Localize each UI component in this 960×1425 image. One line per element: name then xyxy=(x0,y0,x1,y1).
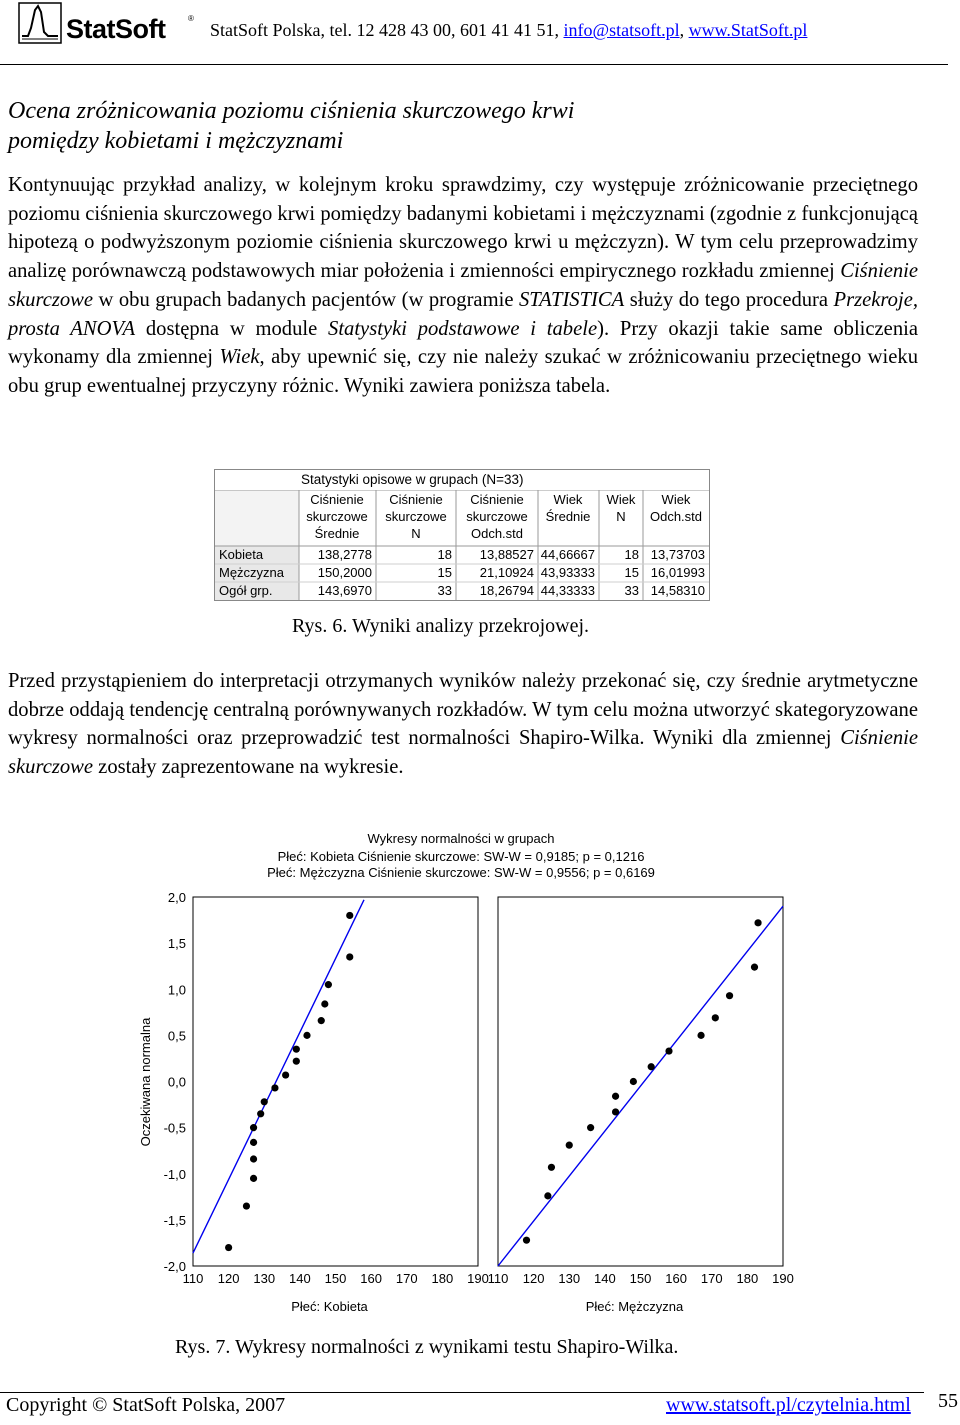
data-point xyxy=(612,1108,619,1115)
data-point xyxy=(648,1063,655,1070)
table-cell: 44,66667 xyxy=(540,547,595,562)
fit-line xyxy=(193,900,364,1253)
footer-link[interactable]: www.statsoft.pl/czytelnia.html xyxy=(666,1394,911,1416)
text: ). Przy okazji takie same obliczenia wykonamy dla zmiennej xyxy=(8,317,918,369)
x-tick-label: 150 xyxy=(629,1271,652,1286)
y-tick-label: -2,0 xyxy=(163,1259,186,1274)
table-cell: 21,10924 xyxy=(479,565,534,580)
y-tick-label: 1,0 xyxy=(167,982,186,998)
x-tick-label: 140 xyxy=(594,1271,616,1286)
contact-info: StatSoft Polska, tel. 12 428 43 00, 601 41 41 51, xyxy=(210,20,560,40)
table-cell: 33 xyxy=(624,583,639,598)
text: Przed przystąpieniem do interpretacji otrzymanych wyników należy przekonać się, czy średnie arytmetyczne dobrze oddają tendencję centralną porównywanych rozkładów. W tym celu można utworzyć skategoryzowane wykresy normalności oraz przeprowadzić test normalności Shapiro-Wilka. Wyniki dla zmiennej xyxy=(8,670,918,750)
data-point xyxy=(225,1244,232,1251)
text: zostały zaprezentowane na wykresie. xyxy=(93,756,404,779)
fit-line xyxy=(498,906,783,1266)
data-point xyxy=(612,1093,619,1100)
data-point xyxy=(665,1047,672,1054)
row-label: Kobieta xyxy=(219,547,264,562)
data-point xyxy=(566,1142,573,1149)
stats-table-screenshot xyxy=(214,469,710,601)
module-name: Statystyki podstawowe i tabele xyxy=(328,317,598,340)
panel-label: Płeć: Mężczyzna xyxy=(585,1299,684,1314)
table-cell: 44,33333 xyxy=(540,583,595,598)
x-tick-label: 110 xyxy=(487,1271,509,1286)
data-point xyxy=(544,1192,551,1199)
data-point xyxy=(346,953,353,960)
x-tick-label: 120 xyxy=(522,1271,545,1286)
x-tick-label: 190 xyxy=(772,1271,794,1286)
column-header: N xyxy=(411,526,421,541)
table-title: Statystyki opisowe w grupach (N=33) xyxy=(215,470,709,490)
data-point xyxy=(243,1202,250,1209)
column-header: skurczowe xyxy=(466,509,528,524)
interpretation-paragraph xyxy=(8,667,918,782)
figure-caption-7: Rys. 7. Wykresy normalności z wynikami testu Shapiro-Wilka. xyxy=(175,1336,679,1358)
table-cell: 16,01993 xyxy=(650,565,705,580)
table-cell: 18,26794 xyxy=(479,583,534,598)
data-point xyxy=(257,1110,264,1117)
chart-subtitle-kobieta: Płeć: Kobieta Ciśnienie skurczowe: SW-W = 0,9185; p = 0,1216 xyxy=(277,849,645,864)
table-cell: 15 xyxy=(437,565,452,580)
data-point xyxy=(548,1164,555,1171)
data-point xyxy=(630,1078,637,1085)
row-label: Mężczyzna xyxy=(219,565,285,580)
panel-label: Płeć: Kobieta xyxy=(291,1299,368,1314)
x-tick-label: 110 xyxy=(182,1271,204,1286)
table-cell: 18 xyxy=(624,547,639,562)
x-tick-label: 190 xyxy=(467,1271,489,1286)
data-point xyxy=(250,1155,257,1162)
y-axis-label: Oczekiwana normalna xyxy=(138,1017,153,1147)
data-point xyxy=(754,919,761,926)
x-tick-label: 160 xyxy=(665,1271,687,1286)
x-tick-label: 130 xyxy=(253,1271,276,1286)
title-line-2: pomiędzy kobietami i mężczyznami xyxy=(8,128,344,154)
column-header: Wiek xyxy=(553,492,583,507)
table-cell: 33 xyxy=(437,583,452,598)
data-point xyxy=(271,1084,278,1091)
x-tick-label: 180 xyxy=(736,1271,759,1286)
table-cell: 14,58310 xyxy=(650,583,705,598)
x-tick-label: 140 xyxy=(289,1271,311,1286)
chart-title: Wykresy normalności w grupach xyxy=(367,831,555,846)
data-point xyxy=(250,1175,257,1182)
variable-name: Wiek xyxy=(219,346,260,369)
data-point xyxy=(250,1139,257,1146)
x-tick-label: 130 xyxy=(558,1271,581,1286)
intro-paragraph xyxy=(8,171,918,401)
data-point xyxy=(346,912,353,919)
plot-panels xyxy=(164,890,794,1314)
x-tick-label: 170 xyxy=(700,1271,723,1286)
row-label: Ogół grp. xyxy=(219,583,273,598)
data-point xyxy=(523,1237,530,1244)
header-contact xyxy=(210,20,807,41)
y-tick-label: 0,0 xyxy=(167,1074,186,1090)
logo-registered-mark: ® xyxy=(188,14,194,23)
x-tick-label: 180 xyxy=(431,1271,454,1286)
data-point xyxy=(321,1000,328,1007)
website-link[interactable]: www.StatSoft.pl xyxy=(688,20,808,40)
column-header: N xyxy=(616,509,626,524)
table-cell: 143,6970 xyxy=(317,583,372,598)
normal-probability-plots xyxy=(130,826,800,1326)
variable-name: Ciśnienie skurczowe xyxy=(8,727,918,779)
page-number: 55 xyxy=(938,1390,958,1412)
title-line-1: Ocena zróżnicowania poziomu ciśnienia skurczowego krwi xyxy=(8,98,575,124)
data-point xyxy=(293,1046,300,1053)
column-header: Średnie xyxy=(545,509,591,524)
y-tick-label: -1,5 xyxy=(163,1212,186,1228)
y-tick-label: -1,0 xyxy=(163,1166,186,1182)
column-header: skurczowe xyxy=(385,509,447,524)
data-point xyxy=(751,964,758,971)
column-header: Ciśnienie xyxy=(310,492,364,507)
panel-frame xyxy=(498,897,783,1266)
column-header: skurczowe xyxy=(306,509,368,524)
table-cell: 18 xyxy=(437,547,452,562)
column-header: Średnie xyxy=(314,526,360,541)
email-link[interactable]: info@statsoft.pl xyxy=(563,20,680,40)
column-header: Ciśnienie xyxy=(389,492,443,507)
procedure-name: Przekroje, prosta ANOVA xyxy=(8,288,918,340)
table-cell: 43,93333 xyxy=(540,565,595,580)
data-point xyxy=(282,1071,289,1078)
y-tick-label: 2,0 xyxy=(167,890,186,905)
data-point xyxy=(318,1017,325,1024)
text: dostępna w module xyxy=(135,317,329,340)
data-point xyxy=(587,1124,594,1131)
footer-copyright: Copyright © StatSoft Polska, 2007 xyxy=(6,1394,286,1416)
x-tick-label: 120 xyxy=(217,1271,240,1286)
variable-name: Ciśnienie skurczowe xyxy=(8,260,918,311)
software-name: STATISTICA xyxy=(518,288,625,311)
y-tick-label: -0,5 xyxy=(163,1120,186,1136)
table-cell: 13,88527 xyxy=(479,547,534,562)
x-tick-label: 150 xyxy=(324,1271,347,1286)
section-title xyxy=(8,96,918,156)
column-header: Odch.std xyxy=(649,509,703,524)
contact-separator: , xyxy=(679,20,685,40)
column-header: Wiek xyxy=(661,492,691,507)
table-cell: 15 xyxy=(624,565,639,580)
table-cell: 138,2778 xyxy=(317,547,372,562)
chart-subtitle-mezczyzna: Płeć: Mężczyzna Ciśnienie skurczowe: SW-W = 0,9556; p = 0,6169 xyxy=(267,865,655,880)
x-tick-label: 160 xyxy=(360,1271,382,1286)
y-tick-label: 1,5 xyxy=(167,936,186,952)
table-cell: 13,73703 xyxy=(650,547,705,562)
column-header: Ciśnienie xyxy=(470,492,524,507)
y-tick-label: 0,5 xyxy=(167,1028,186,1044)
data-point xyxy=(325,981,332,988)
header-divider xyxy=(0,64,948,65)
page-header xyxy=(0,0,960,66)
footer-divider xyxy=(0,1392,924,1393)
text: służy do tego procedura xyxy=(624,288,834,311)
text: , aby upewnić się, czy nie należy szukać w zróżnicowaniu przeciętnego wieku obu grup ewentualnej przyczyny różnic. Wyniki zawiera poniższa tabela. xyxy=(8,346,918,397)
text: Kontynuując przykład analizy, w kolejnym kroku sprawdzimy, czy występuje zróżnicowanie przeciętnego poziomu ciśnienia skurczowego krwi pomiędzy badanymi kobietami i mężczyznami (zgodnie z funkcjonującą hipotezą o podwyższonym poziomie ciśnienia skurczowego krwi u mężczyzn). W tym celu przeprowadzimy analizę porównawczą podstawowych miar położenia i zmienności empirycznego rozkładu zmiennej xyxy=(8,174,918,283)
x-tick-label: 170 xyxy=(395,1271,418,1286)
logo-text: StatSoft xyxy=(66,14,166,44)
data-point xyxy=(293,1058,300,1065)
data-point xyxy=(303,1032,310,1039)
data-point xyxy=(261,1098,268,1105)
column-header: Wiek xyxy=(606,492,636,507)
figure-caption-6: Rys. 6. Wyniki analizy przekrojowej. xyxy=(292,615,590,637)
data-point xyxy=(250,1124,257,1131)
panel-frame xyxy=(193,897,478,1266)
table-cell: 150,2000 xyxy=(317,565,372,580)
data-point xyxy=(726,992,733,999)
column-header: Odch.std xyxy=(470,526,524,541)
data-point xyxy=(712,1014,719,1021)
data-point xyxy=(697,1032,704,1039)
statsoft-logo-icon xyxy=(18,2,62,44)
text: w obu grupach badanych pacjentów (w programie xyxy=(93,288,519,311)
